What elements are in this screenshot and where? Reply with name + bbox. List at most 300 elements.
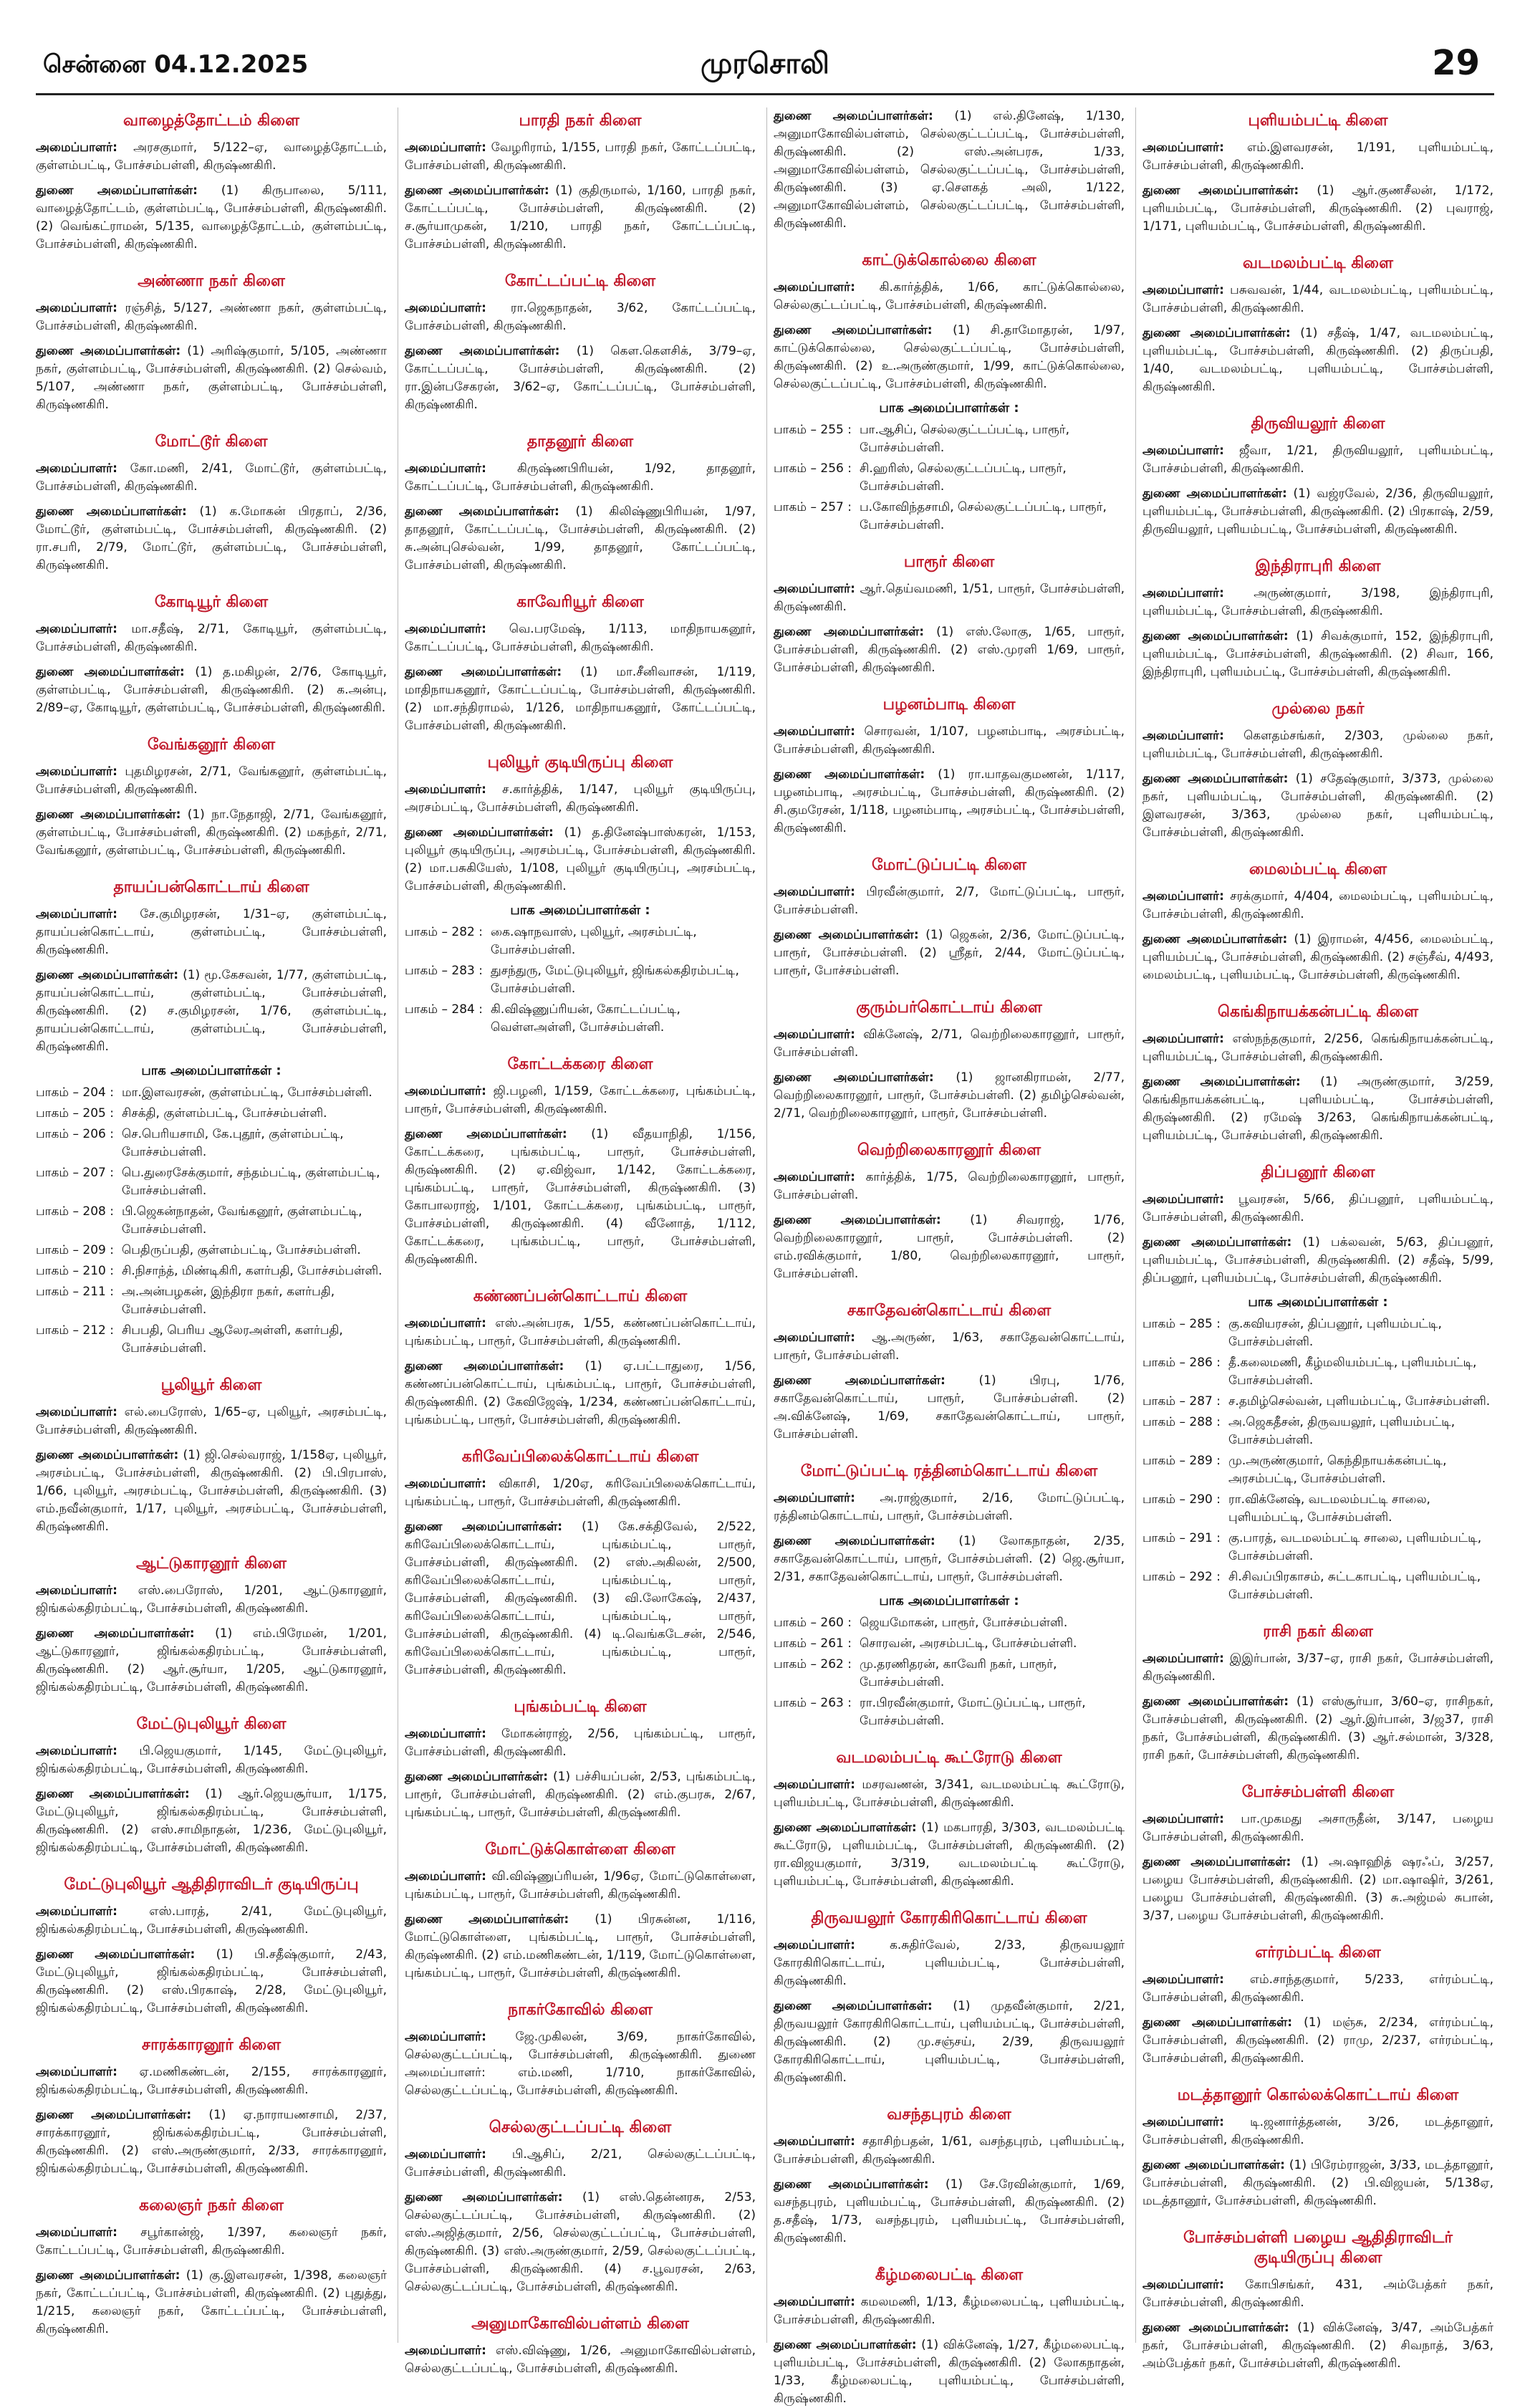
role-label: துணை அமைப்பாளர்கள்: [1142, 772, 1289, 786]
member-details: ஏ.மணிகண்டன், 2/155, சாரக்காரனூர், ஜிங்கல்கதிரம்பட்டி, போச்சம்பள்ளி, கிருஷ்ணகிரி. [36, 2065, 387, 2097]
role-label: துணை அமைப்பாளர்கள்: [405, 1770, 549, 1784]
office-bearer-entry [774, 723, 1125, 759]
role-label: துணை அமைப்பாளர்கள்: [405, 1127, 567, 1141]
office-bearer-entry [405, 2189, 756, 2296]
office-bearer-entry [36, 460, 387, 496]
member-details: (1) லோகநாதன், 2/35, சகாதேவன்கொட்டாய், பாரூர், போச்சம்பள்ளி. (2) ஜெ.சூர்யா, 2/31, சகாதேவன்கொட்டாய், பாரூர், போச்சம்பள்ளி. [774, 1534, 1125, 1584]
branch-section [36, 1715, 387, 1857]
member-details: விகாசி, 1/20ஏ, கரிவேப்பிலைக்கொட்டாய், புங்கம்பட்டி, பாரூர், போச்சம்பள்ளி, கிருஷ்ணகிரி. [405, 1477, 756, 1509]
role-label: துணை அமைப்பாளர்கள்: [36, 1626, 195, 1641]
role-label: அமைப்பாளர்: [1142, 283, 1224, 297]
office-bearer-entry [36, 1582, 387, 1618]
booth-organiser-row [36, 1322, 387, 1358]
branch-section [36, 2197, 387, 2339]
booth-organiser-row [36, 1242, 387, 1260]
office-bearer-entry [36, 299, 387, 335]
office-bearer-entry [1142, 888, 1493, 924]
branch-section [774, 553, 1125, 677]
office-bearer-entry [774, 1169, 1125, 1204]
booth-organiser-row [36, 1105, 387, 1123]
branch-section [1142, 557, 1493, 681]
member-details: ரஞ்சித், 5/127, அண்ணா நகர், குள்ளம்பட்டி, போச்சம்பள்ளி, கிருஷ்ணகிரி. [36, 301, 388, 333]
branch-title: பாரதி நகர் கிளை [519, 112, 642, 130]
office-bearer-entry [1142, 325, 1493, 396]
role-label: அமைப்பாளர்: [405, 2344, 486, 2358]
booth-organiser-name: துசந்துரு, மேட்டுபுலியூர், ஜிங்கல்கதிரம்பட்டி, போச்சம்பள்ளி. [491, 964, 739, 996]
booth-organiser-row [1142, 1315, 1493, 1351]
branch-section [774, 107, 1125, 233]
office-bearer-entry [1142, 1073, 1493, 1145]
member-details: (1) வீதயாநிதி, 1/156, கோட்டக்கரை, புங்கம்பட்டி, பாரூர், போச்சம்பள்ளி, கிருஷ்ணகிரி. (2) ஏ.விஜ்வா, 1/142, கோட்டக்கரை, புங்கம்பட்டி, பாரூர், போச்சம்பள்ளி, கிருஷ்ணகிரி. (3) கோபாலராஜ், 1/101, கோட்டக்கரை, புங்கம்பட்டி, பாரூர், போச்சம்பள்ளி, கிருஷ்ணகிரி. (4) வீனோத், 1/112, கோட்டக்கரை, புங்கம்பட்டி, பாரூர், போச்சம்பள்ளி, கிருஷ்ணகிரி. [405, 1127, 756, 1267]
role-label: அமைப்பாளர்: [405, 1084, 486, 1098]
office-bearer-entry [1142, 1971, 1493, 2007]
member-details: அ.ராஜ்குமார், 2/16, மோட்டுப்பட்டி, ரத்தினம்கொட்டாய், பாரூர், போச்சம்பள்ளி. [774, 1491, 1125, 1523]
role-label: அமைப்பாளர்: [774, 1778, 855, 1792]
branch-section [774, 1909, 1125, 2087]
office-bearer-entry [1142, 2276, 1493, 2312]
branch-section [405, 2001, 756, 2100]
member-details: கௌதம்சங்கர், 2/303, முல்லை நகர், புளியம்பட்டி, போச்சம்பள்ளி, கிருஷ்ணகிரி. [1142, 729, 1493, 761]
member-details: (1) கிருபாலை, 5/111, வாழைத்தோட்டம், குள்ளம்பட்டி, போச்சம்பள்ளி, கிருஷ்ணகிரி. (2) வெங்கட்ராமன், 5/135, வாழைத்தோட்டம், குள்ளம்பட்டி, போச்சம்பள்ளி, கிருஷ்ணகிரி. [36, 183, 387, 251]
role-label: அமைப்பாளர்: [774, 2134, 855, 2149]
member-details: எஸ்.பாரத், 2/41, மேட்டுபுலியூர், ஜிங்கல்கதிரம்பட்டி, போச்சம்பள்ளி, கிருஷ்ணகிரி. [36, 1904, 387, 1937]
branch-section [36, 1555, 387, 1697]
member-details: கோ.மணி, 2/41, மோட்டூர், குள்ளம்பட்டி, போச்சம்பள்ளி, கிருஷ்ணகிரி. [36, 461, 388, 494]
role-label: அமைப்பாளர்: [36, 622, 117, 636]
branch-section [1142, 1164, 1493, 1604]
office-bearer-entry [36, 620, 387, 656]
office-bearer-entry [405, 1083, 756, 1118]
booth-number: பாகம் – 262 : [774, 1657, 852, 1671]
office-bearer-entry [36, 1903, 387, 1939]
office-bearer-entry [774, 1937, 1125, 1990]
member-details: கிருஷ்ணபிரியன், 1/92, தாதனூர், கோட்டப்பட்டி, போச்சம்பள்ளி, கிருஷ்ணகிரி. [405, 461, 756, 494]
role-label: அமைப்பாளர்: [405, 2147, 486, 2162]
booth-organiser-name: கி.விஷ்ணுப்ரியன், கோட்டப்பட்டி, வெள்ளஅள்ளி, போச்சம்பள்ளி. [491, 1002, 680, 1035]
office-bearer-entry [36, 1625, 387, 1697]
booth-organiser-name: சிசக்தி, குள்ளம்பட்டி, போச்சம்பள்ளி. [122, 1106, 327, 1121]
office-bearer-entry [1142, 1853, 1493, 1925]
booth-organiser-row [1142, 1491, 1493, 1527]
booth-organiser-row [36, 1203, 387, 1239]
booth-number: பாகம் – 207 : [36, 1166, 114, 1180]
role-label: துணை அமைப்பாளர்கள்: [1142, 1694, 1289, 1709]
branch-section [1142, 1783, 1493, 1925]
role-label: துணை அமைப்பாளர்கள்: [36, 504, 187, 519]
column-4 [1142, 107, 1494, 2371]
office-bearer-entry [1142, 727, 1493, 763]
office-bearer-entry [405, 663, 756, 735]
booth-organiser-row [1142, 1354, 1493, 1390]
role-label: அமைப்பாளர்: [405, 622, 486, 636]
member-details: (1) த.தினேஷ்பாஸ்கரன், 1/153, புலியூர் குடியிருப்பு, அரசம்பட்டி, போச்சம்பள்ளி, கிருஷ்ணகிரி. (2) மா.பசுகியேஸ், 1/108, புலியூர் குடியிருப்பு, அரசம்பட்டி, போச்சம்பள்ளி, கிருஷ்ணகிரி. [405, 825, 756, 893]
branch-section [405, 593, 756, 735]
member-details: (1) கே.சக்திவேல், 2/522, கரிவேப்பிலைக்கொட்டாய், புங்கம்பட்டி, பாரூர், போச்சம்பள்ளி, கிருஷ்ணகிரி. (2) எஸ்.அகிலன், 2/500, கரிவேப்பிலைக்கொட்டாய், புங்கம்பட்டி, பாரூர், போச்சம்பள்ளி, கிருஷ்ணகிரி. (3) வி.லோகேஷ், 2/437, கரிவேப்பிலைக்கொட்டாய், புங்கம்பட்டி, பாரூர், போச்சம்பள்ளி, கிருஷ்ணகிரி. (4) டி.வெங்கடேசன், 2/546, கரிவேப்பிலைக்கொட்டாய், புங்கம்பட்டி, பாரூர், போச்சம்பள்ளி, கிருஷ்ணகிரி. [405, 1520, 756, 1677]
branch-title: ராசி நகர் கிளை [1263, 1623, 1373, 1641]
booth-organiser-name: பா.ஆசிப், செல்லகுட்டப்பட்டி, பாரூர், போச்சம்பள்ளி. [860, 423, 1070, 455]
office-bearer-entry [405, 2146, 756, 2182]
office-bearer-entry [36, 1742, 387, 1778]
role-label: அமைப்பாளர்: [405, 461, 486, 476]
role-label: அமைப்பாளர்: [1142, 1192, 1224, 1207]
office-bearer-entry [774, 1532, 1125, 1586]
branch-section [1142, 2229, 1493, 2373]
office-bearer-entry [405, 2028, 756, 2100]
role-label: அமைப்பாளர்: [405, 782, 486, 797]
member-details: சரக்குமார், 4/404, மைலம்பட்டி, புளியம்பட்டி, போச்சம்பள்ளி, கிருஷ்ணகிரி. [1142, 889, 1493, 921]
booth-organiser-row [36, 1084, 387, 1102]
office-bearer-entry [405, 1868, 756, 1904]
branch-section [774, 2266, 1125, 2408]
booth-number: பாகம் – 282 : [405, 925, 483, 939]
member-details: (1) சதேஷ்குமார், 3/373, முல்லை நகர், புளியம்பட்டி, போச்சம்பள்ளி, கிருஷ்ணகிரி. (2) இளவரசன், 3/363, முல்லை நகர், புளியம்பட்டி, போச்சம்பள்ளி, கிருஷ்ணகிரி. [1142, 772, 1493, 840]
member-details: (1) வஜ்ரவேல், 2/36, திருவியலூர், புளியம்பட்டி, போச்சம்பள்ளி, கிருஷ்ணகிரி. (2) பிரகாஷ், 2/59, திருவியலூர், புளியம்பட்டி, போச்சம்பள்ளி, கிருஷ்ணகிரி. [1142, 486, 1493, 537]
branch-title: வெற்றிலைகாரனூர் கிளை [857, 1141, 1041, 1159]
booth-organiser-name: சி.சிவப்பிரகாசம், சுட்டகாபட்டி, புளியம்பட்டி, போச்சம்பள்ளி. [1228, 1570, 1481, 1602]
booth-number: பாகம் – 210 : [36, 1264, 114, 1278]
member-details: வேழரிராம், 1/155, பாரதி நகர், கோட்டப்பட்டி, போச்சம்பள்ளி, கிருஷ்ணகிரி. [405, 140, 756, 173]
booth-number: பாகம் – 289 : [1142, 1454, 1221, 1468]
office-bearer-entry [405, 139, 756, 175]
role-label: துணை அமைப்பாளர்கள்: [774, 1213, 941, 1227]
role-label: துணை அமைப்பாளர்கள்: [1142, 932, 1288, 946]
role-label: துணை அமைப்பாளர்கள்: [1142, 1855, 1291, 1869]
office-bearer-entry [405, 1911, 756, 1982]
member-details: (1) பி.சதீஷ்குமார், 2/43, மேட்டுபுலியூர், ஜிங்கல்கதிரம்பட்டி, போச்சம்பள்ளி, கிருஷ்ணகிரி. (2) எஸ்.பிரகாஷ், 2/28, மேட்டுபுலியூர், ஜிங்கல்கதிரம்பட்டி, போச்சம்பள்ளி, கிருஷ்ணகிரி. [36, 1947, 387, 2015]
branch-title: மேட்டுபுலியூர் ஆதிதிராவிடர் குடியிருப்பு [64, 1876, 359, 1894]
member-details: (1) விக்னேஷ், 1/27, கீழ்மலைபட்டி, புளியம்பட்டி, போச்சம்பள்ளி, கிருஷ்ணகிரி. (2) லோகநாதன், 1/33, கீழ்மலைபட்டி, புளியம்பட்டி, போச்சம்பள்ளி, கிருஷ்ணகிரி. [774, 2338, 1125, 2406]
branch-section [774, 1141, 1125, 1283]
branch-section [405, 1287, 756, 1429]
role-label: அமைப்பாளர்: [36, 907, 117, 921]
member-details: மசரவணன், 3/341, வடமலம்பட்டி கூட்ரோடு, புளியம்பட்டி, போச்சம்பள்ளி, கிருஷ்ணகிரி. [774, 1778, 1125, 1810]
booth-organiser-name: அ.ஜெகதீசன், திருவயலூர், புளியம்பட்டி, போச்சம்பள்ளி. [1228, 1415, 1456, 1447]
branch-section [1142, 860, 1493, 984]
member-details: சே.குமிழரசன், 1/31–ஏ, குள்ளம்பட்டி, தாயப்பன்கொட்டாய், குள்ளம்பட்டி, போச்சம்பள்ளி, கிருஷ்ணகிரி. [36, 907, 387, 957]
office-bearer-entry [36, 1447, 387, 1536]
branch-title: நாகர்கோவில் கிளை [507, 2001, 653, 2019]
branch-title: போச்சம்பள்ளி கிளை [1241, 1783, 1395, 1801]
member-details: (1) மூ.கேசவன், 1/77, குள்ளம்பட்டி, தாயப்பன்கொட்டாய், குள்ளம்பட்டி, போச்சம்பள்ளி, கிருஷ்ணகிரி. (2) ச.குமிழரசன், 1/76, குள்ளம்பட்டி, தாயப்பன்கொட்டாய், குள்ளம்பட்டி, போச்சம்பள்ளி, கிருஷ்ணகிரி. [36, 968, 387, 1054]
booth-number: பாகம் – 283 : [405, 964, 483, 978]
member-details: பி.ஆசிப், 2/21, செல்லகுட்டப்பட்டி, போச்சம்பள்ளி, கிருஷ்ணகிரி. [405, 2147, 756, 2179]
member-details: (1) பச்சியப்பன், 2/53, புங்கம்பட்டி, பாரூர், போச்சம்பள்ளி, கிருஷ்ணகிரி. (2) எம்.குபரசு, 2/67, புங்கம்பட்டி, பாரூர், போச்சம்பள்ளி, கிருஷ்ணகிரி. [405, 1770, 756, 1820]
member-details: (1) ஏ.நாராயணசாமி, 2/37, சாரக்காரனூர், ஜிங்கல்கதிரம்பட்டி, போச்சம்பள்ளி, கிருஷ்ணகிரி. (2) எஸ்.அருண்குமார், 2/33, சாரக்காரனூர், ஜிங்கல்கதிரம்பட்டி, போச்சம்பள்ளி, கிருஷ்ணகிரி. [36, 2108, 387, 2176]
page-number: 29 [1432, 43, 1480, 83]
booth-number: பாகம் – 209 : [36, 1243, 114, 1257]
member-details: பூவரசன், 5/66, திப்பனூர், புளியம்பட்டி, போச்சம்பள்ளி, கிருஷ்ணகிரி. [1142, 1192, 1493, 1224]
role-label: அமைப்பாளர்: [36, 2225, 117, 2240]
office-bearer-entry [36, 2063, 387, 2099]
booth-number: பாகம் – 204 : [36, 1085, 114, 1100]
member-details: ஜி.பழனி, 1/159, கோட்டக்கரை, புங்கம்பட்டி, பாரூர், போச்சம்பள்ளி, கிருஷ்ணகிரி. [405, 1084, 756, 1116]
role-label: அமைப்பாளர்: [1142, 140, 1224, 155]
booth-organiser-row [1142, 1568, 1493, 1604]
office-bearer-entry [774, 766, 1125, 838]
member-details: இஇர்பான், 3/37–ஏ, ராசி நகர், போச்சம்பள்ளி, கிருஷ்ணகிரி. [1142, 1651, 1494, 1684]
branch-title: காவேரியூர் கிளை [516, 593, 644, 611]
member-details: (1) ஜானகிராமன், 2/77, வெற்றிலைகாரனூர், பாரூர், போச்சம்பள்ளி. (2) தமிழ்செல்வன், 2/71, வெற்றிலைகாரனூர், பாரூர், போச்சம்பள்ளி. [774, 1070, 1125, 1121]
member-details: (1) குதிருமால், 1/160, பாரதி நகர், கோட்டப்பட்டி, போச்சம்பள்ளி, கிருஷ்ணகிரி. (2) ச.சூர்யாமுகன், 1/210, பாரதி நகர், கோட்டப்பட்டி, போச்சம்பள்ளி, கிருஷ்ணகிரி. [405, 183, 756, 251]
role-label: துணை அமைப்பாளர்கள்: [405, 825, 554, 840]
office-bearer-entry [1142, 182, 1493, 236]
role-label: துணை அமைப்பாளர்கள்: [36, 2268, 181, 2283]
office-bearer-entry [405, 299, 756, 335]
branch-section [774, 999, 1125, 1123]
booth-organiser-row [36, 1164, 387, 1200]
office-bearer-entry [1142, 1191, 1493, 1227]
branch-title: முல்லை நகர் [1271, 700, 1365, 718]
office-bearer-entry [1142, 2157, 1493, 2210]
branch-title: செல்லகுட்டப்பட்டி கிளை [489, 2119, 672, 2136]
booth-organiser-row [774, 499, 1125, 534]
booth-number: பாகம் – 292 : [1142, 1570, 1221, 1584]
role-label: அமைப்பாளர்: [1142, 1812, 1224, 1826]
booth-organiser-row [1142, 1414, 1493, 1449]
booth-organiser-row [36, 1126, 387, 1161]
member-details: (1) சதீஷ், 1/47, வடமலம்பட்டி, புளியம்பட்டி, போச்சம்பள்ளி, கிருஷ்ணகிரி. (2) திருப்பதி, 1/40, வடமலம்பட்டி, புளியம்பட்டி, போச்சம்பள்ளி, கிருஷ்ணகிரி. [1142, 326, 1494, 394]
role-label: துணை அமைப்பாளர்கள்: [1142, 183, 1299, 198]
office-bearer-entry [774, 2293, 1125, 2329]
role-label: அமைப்பாளர்: [774, 2295, 855, 2309]
role-label: துணை அமைப்பாளர்கள்: [774, 625, 925, 639]
branch-section [405, 1055, 756, 1269]
office-bearer-entry [36, 663, 387, 717]
office-bearer-entry [774, 1490, 1125, 1525]
office-bearer-entry [774, 279, 1125, 315]
branch-title: போச்சம்பள்ளி பழைய ஆதிதிராவிடர் குடியிருப்பு கிளை [1183, 2229, 1453, 2267]
booth-organiser-row [774, 460, 1125, 496]
office-bearer-entry [1142, 770, 1493, 842]
office-bearer-entry [405, 1475, 756, 1511]
role-label: துணை அமைப்பாளர்கள்: [774, 1999, 933, 2013]
branch-section [36, 433, 387, 575]
office-bearer-entry [405, 2342, 756, 2378]
member-details: (1) பக்லவன், 5/63, திப்பனூர், புளியம்பட்டி, போச்சம்பள்ளி, கிருஷ்ணகிரி. (2) சதீஷ், 5/99, திப்பனூர், புளியம்பட்டி, போச்சம்பள்ளி, கிருஷ்ணகிரி. [1142, 1235, 1493, 1285]
member-details: (1) ரா.யாதவகுமணன், 1/117, பழனம்பாடி, அரசம்பட்டி, போச்சம்பள்ளி, கிருஷ்ணகிரி. (2) சி.குமரேசன், 1/118, பழனம்பாடி, அரசம்பட்டி, போச்சம்பள்ளி, கிருஷ்ணகிரி. [774, 767, 1125, 835]
branch-title: வாழைத்தோட்டம் கிளை [123, 112, 299, 130]
booth-organiser-name: பெதிருப்பதி, குள்ளம்பட்டி, போச்சம்பள்ளி. [122, 1243, 361, 1257]
column-1 [36, 107, 387, 2343]
branch-section [36, 2036, 387, 2178]
member-details: விக்னேஷ், 2/71, வெற்றிலைகாரனூர், பாரூர், போச்சம்பள்ளி. [774, 1027, 1125, 1060]
member-details: (1) த.மகிழன், 2/76, கோடியூர், குள்ளம்பட்டி, போச்சம்பள்ளி, கிருஷ்ணகிரி. (2) க.அன்பு, 2/89–ஏ, கோடியூர், குள்ளம்பட்டி, போச்சம்பள்ளி, கிருஷ்ணகிரி. [36, 665, 387, 715]
member-details: (1) ஜெகன், 2/36, மோட்டுப்பட்டி, பாரூர், போச்சம்பள்ளி. (2) ஸ்ரீதர், 2/44, மோட்டுப்பட்டி, பாரூர், போச்சம்பள்ளி. [774, 928, 1125, 978]
office-bearer-entry [774, 322, 1125, 393]
member-details: (1) க.மோகன் பிரதாப், 2/36, மோட்டூர், குள்ளம்பட்டி, போச்சம்பள்ளி, கிருஷ்ணகிரி. (2) ரா.சபரி, 2/79, மோட்டூர், குள்ளம்பட்டி, போச்சம்பள்ளி, கிருஷ்ணகிரி. [36, 504, 387, 572]
role-label: துணை அமைப்பாளர்கள்: [36, 665, 185, 679]
role-label: அமைப்பாளர்: [36, 764, 117, 779]
role-label: அமைப்பாளர்: [405, 140, 486, 155]
member-details: (1) பிரசுன்ன, 1/116, மோட்டுகொள்ளை, புங்கம்பட்டி, பாரூர், போச்சம்பள்ளி, கிருஷ்ணகிரி. (2) எம்.மணிகண்டன், 1/119, மோட்டுகொள்ளை, புங்கம்பட்டி, பாரூர், போச்சம்பள்ளி, கிருஷ்ணகிரி. [405, 1912, 756, 1980]
member-details: (1) கிலிஷ்ணுபிரியன், 1/97, தாதனூர், கோட்டப்பட்டி, போச்சம்பள்ளி, கிருஷ்ணகிரி. (2) சு.அன்புசெல்வன், 1/99, தாதனூர், கோட்டப்பட்டி, போச்சம்பள்ளி, கிருஷ்ணகிரி. [405, 504, 756, 572]
office-bearer-entry [36, 503, 387, 575]
member-details: (1) எல்.தினேஷ், 1/130, அனுமாகோவில்பள்ளம், செல்லகுட்டப்பட்டி, போச்சம்பள்ளி, கிருஷ்ணகிரி. (2) எஸ்.அன்பரசு, 1/33, அனுமாகோவில்பள்ளம், செல்லகுட்டப்பட்டி, போச்சம்பள்ளி, கிருஷ்ணகிரி. (3) ஏ.செளகத் அலி, 1/122, அனுமாகோவில்பள்ளம், செல்லகுட்டப்பட்டி, போச்சம்பள்ளி, கிருஷ்ணகிரி. [774, 109, 1125, 231]
branch-title: மேட்டுபுலியூர் கிளை [136, 1715, 287, 1733]
branch-section [774, 696, 1125, 838]
office-bearer-entry [1142, 1234, 1493, 1287]
booth-organiser-row [774, 1614, 1125, 1632]
office-bearer-entry [774, 1997, 1125, 2087]
booth-number: பாகம் – 286 : [1142, 1356, 1221, 1370]
member-details: கோபிசங்கர், 431, அம்பேத்கர் நகர், போச்சம்பள்ளி, கிருஷ்ணகிரி. [1142, 2278, 1494, 2310]
member-details: ரா.ஜெகநாதன், 3/62, கோட்டப்பட்டி, போச்சம்பள்ளி, கிருஷ்ணகிரி. [405, 301, 756, 333]
office-bearer-entry [36, 966, 387, 1056]
member-details: பா.முகமது அசாருதீன், 3/147, பழைய போச்சம்பள்ளி, கிருஷ்ணகிரி. [1142, 1812, 1493, 1844]
branch-section [36, 593, 387, 717]
role-label: துணை அமைப்பாளர்கள்: [1142, 2321, 1289, 2335]
branch-title: கண்ணப்பன்கொட்டாய் கிளை [473, 1287, 688, 1305]
branch-section [36, 1876, 387, 2018]
branch-title: கலைஞர் நகர் கிளை [139, 2197, 284, 2215]
booth-organiser-name: சொரவன், அரசம்பட்டி, போச்சம்பள்ளி. [860, 1636, 1077, 1651]
booth-organiser-row [1142, 1393, 1493, 1411]
office-bearer-entry [774, 883, 1125, 919]
office-bearer-entry [1142, 1650, 1493, 1686]
branch-section [405, 2119, 756, 2296]
branch-section [1142, 1623, 1493, 1765]
booth-organiser-name: மு.தரணிதரன், காவேரி நகர், பாரூர், போச்சம்பள்ளி. [860, 1657, 1057, 1689]
office-bearer-entry [405, 1725, 756, 1761]
booth-organiser-row [405, 962, 756, 998]
office-bearer-entry [405, 1768, 756, 1822]
member-details: (1) பிரேம்ராஜன், 3/33, மடத்தானூர், போச்சம்பள்ளி, கிருஷ்ணகிரி. (2) பி.விஜயன், 5/138ஏ, மடத்தானூர், போச்சம்பள்ளி, கிருஷ்ணகிரி. [1142, 2158, 1493, 2208]
role-label: துணை அமைப்பாளர்கள்: [1142, 486, 1287, 501]
role-label: துணை அமைப்பாளர்கள்: [774, 1821, 917, 1835]
booth-organiser-row [405, 924, 756, 959]
booth-number: பாகம் – 291 : [1142, 1531, 1221, 1545]
booth-organiser-name: ச.தமிழ்செல்வன், புளியம்பட்டி, போச்சம்பள்ளி. [1228, 1394, 1491, 1409]
role-label: அமைப்பாளர்: [1142, 729, 1224, 743]
branch-section [1142, 415, 1493, 539]
branch-section [405, 754, 756, 1037]
branch-title: பூலியூர் கிளை [160, 1376, 262, 1394]
office-bearer-entry [36, 1946, 387, 2018]
office-bearer-entry [405, 1358, 756, 1429]
branch-title: புங்கம்பட்டி கிளை [514, 1698, 647, 1716]
branch-title: புளியம்பட்டி கிளை [1248, 112, 1388, 130]
booth-number: பாகம் – 285 : [1142, 1317, 1221, 1331]
role-label: அமைப்பாளர்: [405, 1316, 486, 1330]
booth-number: பாகம் – 206 : [36, 1127, 114, 1141]
member-details: (1) மகபாரதி, 3/303, வடமலம்பட்டி கூட்ரோடு, புளியம்பட்டி, போச்சம்பள்ளி, கிருஷ்ணகிரி. (2) ரா.விஜயகுமார், 3/319, வடமலம்பட்டி கூட்ரோடு, புளியம்பட்டி, போச்சம்பள்ளி, கிருஷ்ணகிரி. [774, 1821, 1125, 1889]
member-details: (1) ஆர்.குணசீலன், 1/172, புளியம்பட்டி, போச்சம்பள்ளி, கிருஷ்ணகிரி. (2) புவராஜ், 1/171, புளியம்பட்டி, போச்சம்பள்ளி, கிருஷ்ணகிரி. [1142, 183, 1493, 234]
office-bearer-entry [405, 1518, 756, 1679]
branch-title: ஆட்டுகாரனூர் கிளை [135, 1555, 287, 1573]
office-bearer-entry [774, 1819, 1125, 1891]
branch-title: கோடியூர் கிளை [154, 593, 269, 611]
role-label: அமைப்பாளர்: [1142, 443, 1224, 458]
office-bearer-entry [405, 182, 756, 254]
member-details: (1) எம்.பிரேமன், 1/201, ஆட்டுகாரனூர், ஜிங்கல்கதிரம்பட்டி, போச்சம்பள்ளி, கிருஷ்ணகிரி. (2) ஆர்.சூர்யா, 1/205, ஆட்டுகாரனூர், ஜிங்கல்கதிரம்பட்டி, போச்சம்பள்ளி, கிருஷ்ணகிரி. [36, 1626, 387, 1694]
page-header [0, 0, 1530, 86]
member-details: (1) முதவீன்குமார், 2/21, திருவயலூர் கோரகிரிகொட்டாய், புளியம்பட்டி, போச்சம்பள்ளி, கிருஷ்ணகிரி. (2) மு.சஞ்சய், 2/39, திருவயலூர் கோரகிரிகொட்டாய், புளியம்பட்டி, போச்சம்பள்ளி, கிருஷ்ணகிரி. [774, 1999, 1125, 2085]
booth-organiser-row [36, 1283, 387, 1319]
booth-organiser-row [405, 1001, 756, 1037]
office-bearer-entry [1142, 2114, 1493, 2149]
office-bearer-entry [774, 1069, 1125, 1123]
role-label: அமைப்பாளர்: [36, 1405, 117, 1419]
role-label: அமைப்பாளர்: [405, 1477, 486, 1491]
role-label: துணை அமைப்பாளர்கள்: [405, 183, 549, 198]
member-details: ஜீவா, 1/21, திருவியலூர், புளியம்பட்டி, போச்சம்பள்ளி, கிருஷ்ணகிரி. [1142, 443, 1494, 476]
role-label: துணை அமைப்பாளர்கள்: [774, 928, 919, 942]
role-label: அமைப்பாளர்: [36, 1583, 117, 1598]
office-bearer-entry [405, 620, 756, 656]
role-label: துணை அமைப்பாளர்கள்: [405, 1520, 563, 1534]
office-bearer-entry [405, 503, 756, 575]
member-details: எம்.சாந்தகுமார், 5/233, எர்ரம்பட்டி, போச்சம்பள்ளி, கிருஷ்ணகிரி. [1142, 1972, 1493, 2005]
booth-organiser-name: பெ.துரைசேக்குமார், சந்தம்பட்டி, குள்ளம்பட்டி, போச்சம்பள்ளி. [122, 1166, 380, 1198]
booth-organiser-name: பி.ஜெகன்நாதன், வேங்கனூர், குள்ளம்பட்டி, போச்சம்பள்ளி. [122, 1204, 362, 1237]
office-bearer-entry [36, 139, 387, 175]
booth-organiser-row [774, 1656, 1125, 1692]
role-label: அமைப்பாளர்: [1142, 2115, 1224, 2129]
member-details: எஸ்நந்தகுமார், 2/256, கெங்கிநாயக்கன்பட்டி, புளியம்பட்டி, போச்சம்பள்ளி, கிருஷ்ணகிரி. [1142, 1032, 1493, 1064]
member-details: கமலமணி, 1/13, கீழ்மலைபட்டி, புளியம்பட்டி, போச்சம்பள்ளி, கிருஷ்ணகிரி. [774, 2295, 1125, 2327]
branch-title: மோட்டுக்கொள்ளை கிளை [485, 1841, 675, 1858]
role-label: அமைப்பாளர்: [405, 2030, 486, 2044]
member-details: பிரவீன்குமார், 2/7, மோட்டுப்பட்டி, பாரூர், போச்சம்பள்ளி. [774, 885, 1125, 917]
office-bearer-entry [405, 342, 756, 414]
office-bearer-entry [405, 1126, 756, 1269]
member-details: (1) சி.தாமோதரன், 1/97, காட்டுக்கொல்லை, செல்லகுட்டப்பட்டி, போச்சம்பள்ளி, கிருஷ்ணகிரி. (2) உ.அருண்குமார், 1/99, காட்டுக்கொல்லை, செல்லகுட்டப்பட்டி, போச்சம்பள்ளி, கிருஷ்ணகிரி. [774, 323, 1125, 391]
office-bearer-entry [405, 460, 756, 496]
member-details: க.சுதிர்வேல், 2/33, திருவயலூர் கோரகிரிகொட்டாய், புளியம்பட்டி, போச்சம்பள்ளி, கிருஷ்ணகிரி. [774, 1938, 1125, 1988]
role-label: துணை அமைப்பாளர்கள்: [36, 183, 198, 198]
office-bearer-entry [1142, 931, 1493, 984]
member-details: (1) அருண்குமார், 3/259, கெங்கிநாயக்கன்பட்டி, புளியம்பட்டி, போச்சம்பள்ளி, கிருஷ்ணகிரி. (2) ரமேஷ் 3/263, கெங்கிநாயக்கன்பட்டி, புளியம்பட்டி, போச்சம்பள்ளி, கிருஷ்ணகிரி. [1142, 1075, 1494, 1143]
role-label: அமைப்பாளர்: [405, 1869, 486, 1884]
member-details: சபூர்கான்ஜ், 1/397, கலைஞர் நகர், கோட்டப்பட்டி, போச்சம்பள்ளி, கிருஷ்ணகிரி. [36, 2225, 388, 2258]
branch-section [405, 433, 756, 575]
booth-organiser-name: கு.பாரத், வடமலம்பட்டி சாலை, புளியம்பட்டி, போச்சம்பள்ளி. [1228, 1531, 1482, 1563]
branch-title: திருவியலூர் கிளை [1251, 415, 1385, 433]
office-bearer-entry [36, 906, 387, 959]
member-details: எஸ்.அன்பரசு, 1/55, கண்ணப்பன்கொட்டாய், புங்கம்பட்டி, பாரூர், போச்சம்பள்ளி, கிருஷ்ணகிரி. [405, 1316, 756, 1348]
branch-title: வடமலம்பட்டி கூட்ரோடு கிளை [836, 1749, 1062, 1767]
booth-number: பாகம் – 263 : [774, 1696, 852, 1710]
member-details: (1) ஏ.பட்டாதுரை, 1/56, கண்ணப்பன்கொட்டாய், புங்கம்பட்டி, பாரூர், போச்சம்பள்ளி, கிருஷ்ணகிரி. (2) கேவிஜேஷ், 1/234, கண்ணப்பன்கொட்டாய், புங்கம்பட்டி, பாரூர், போச்சம்பள்ளி, கிருஷ்ணகிரி. [405, 1359, 756, 1427]
member-details: (1) விக்னேஷ், 3/47, அம்பேத்கர் நகர், போச்சம்பள்ளி, கிருஷ்ணகிரி. (2) சிவநாத், 3/63, அம்பேத்கர் நகர், போச்சம்பள்ளி, கிருஷ்ணகிரி. [1142, 2321, 1493, 2371]
member-details: எஸ்.விஷ்ணு, 1/26, அனுமாகோவில்பள்ளம், செல்லகுட்டப்பட்டி, போச்சம்பள்ளி, கிருஷ்ணகிரி. [405, 2344, 756, 2376]
role-label: அமைப்பாளர்: [774, 280, 855, 294]
booth-number: பாகம் – 255 : [774, 423, 852, 437]
branch-section [774, 251, 1125, 534]
role-label: அமைப்பாளர்: [774, 1027, 855, 1042]
office-bearer-entry [774, 1329, 1125, 1365]
member-details: (1) சிவராஜ், 1/76, வெற்றிலைகாரனூர், பாரூர், போச்சம்பள்ளி. (2) எம்.ரவிக்குமார், 1/80, வெற்றிலைகாரனூர், பாரூர், போச்சம்பள்ளி. [774, 1213, 1125, 1281]
branch-title: புலியூர் குடியிருப்பு கிளை [487, 754, 673, 772]
booth-organisers-heading: பாக அமைப்பாளர்கள் : [879, 400, 1019, 416]
branch-title: காட்டுக்கொல்லை கிளை [862, 251, 1036, 269]
role-label: அமைப்பாளர்: [1142, 889, 1224, 903]
branch-section [774, 1749, 1125, 1891]
office-bearer-entry [774, 580, 1125, 616]
role-label: அமைப்பாளர்: [1142, 1032, 1224, 1046]
office-bearer-entry [774, 1212, 1125, 1283]
office-bearer-entry [774, 1372, 1125, 1444]
branch-section [1142, 254, 1493, 396]
booth-organiser-name: ரா.விக்னேஷ், வடமலம்பட்டி சாலை, புளியம்பட்டி, போச்சம்பள்ளி. [1228, 1492, 1430, 1525]
member-details: எல்.பைரோஸ், 1/65–ஏ, புலியூர், அரசம்பட்டி, போச்சம்பள்ளி, கிருஷ்ணகிரி. [36, 1405, 387, 1437]
member-details: அருண்குமார், 3/198, இந்திராபுரி, புளியம்பட்டி, போச்சம்பள்ளி, கிருஷ்ணகிரி. [1142, 586, 1493, 618]
office-bearer-entry [774, 2133, 1125, 2169]
office-bearer-entry [1142, 485, 1493, 539]
role-label: துணை அமைப்பாளர்கள்: [36, 1947, 196, 1962]
column-3 [774, 107, 1125, 2406]
role-label: துணை அமைப்பாளர்கள்: [36, 1787, 190, 1801]
